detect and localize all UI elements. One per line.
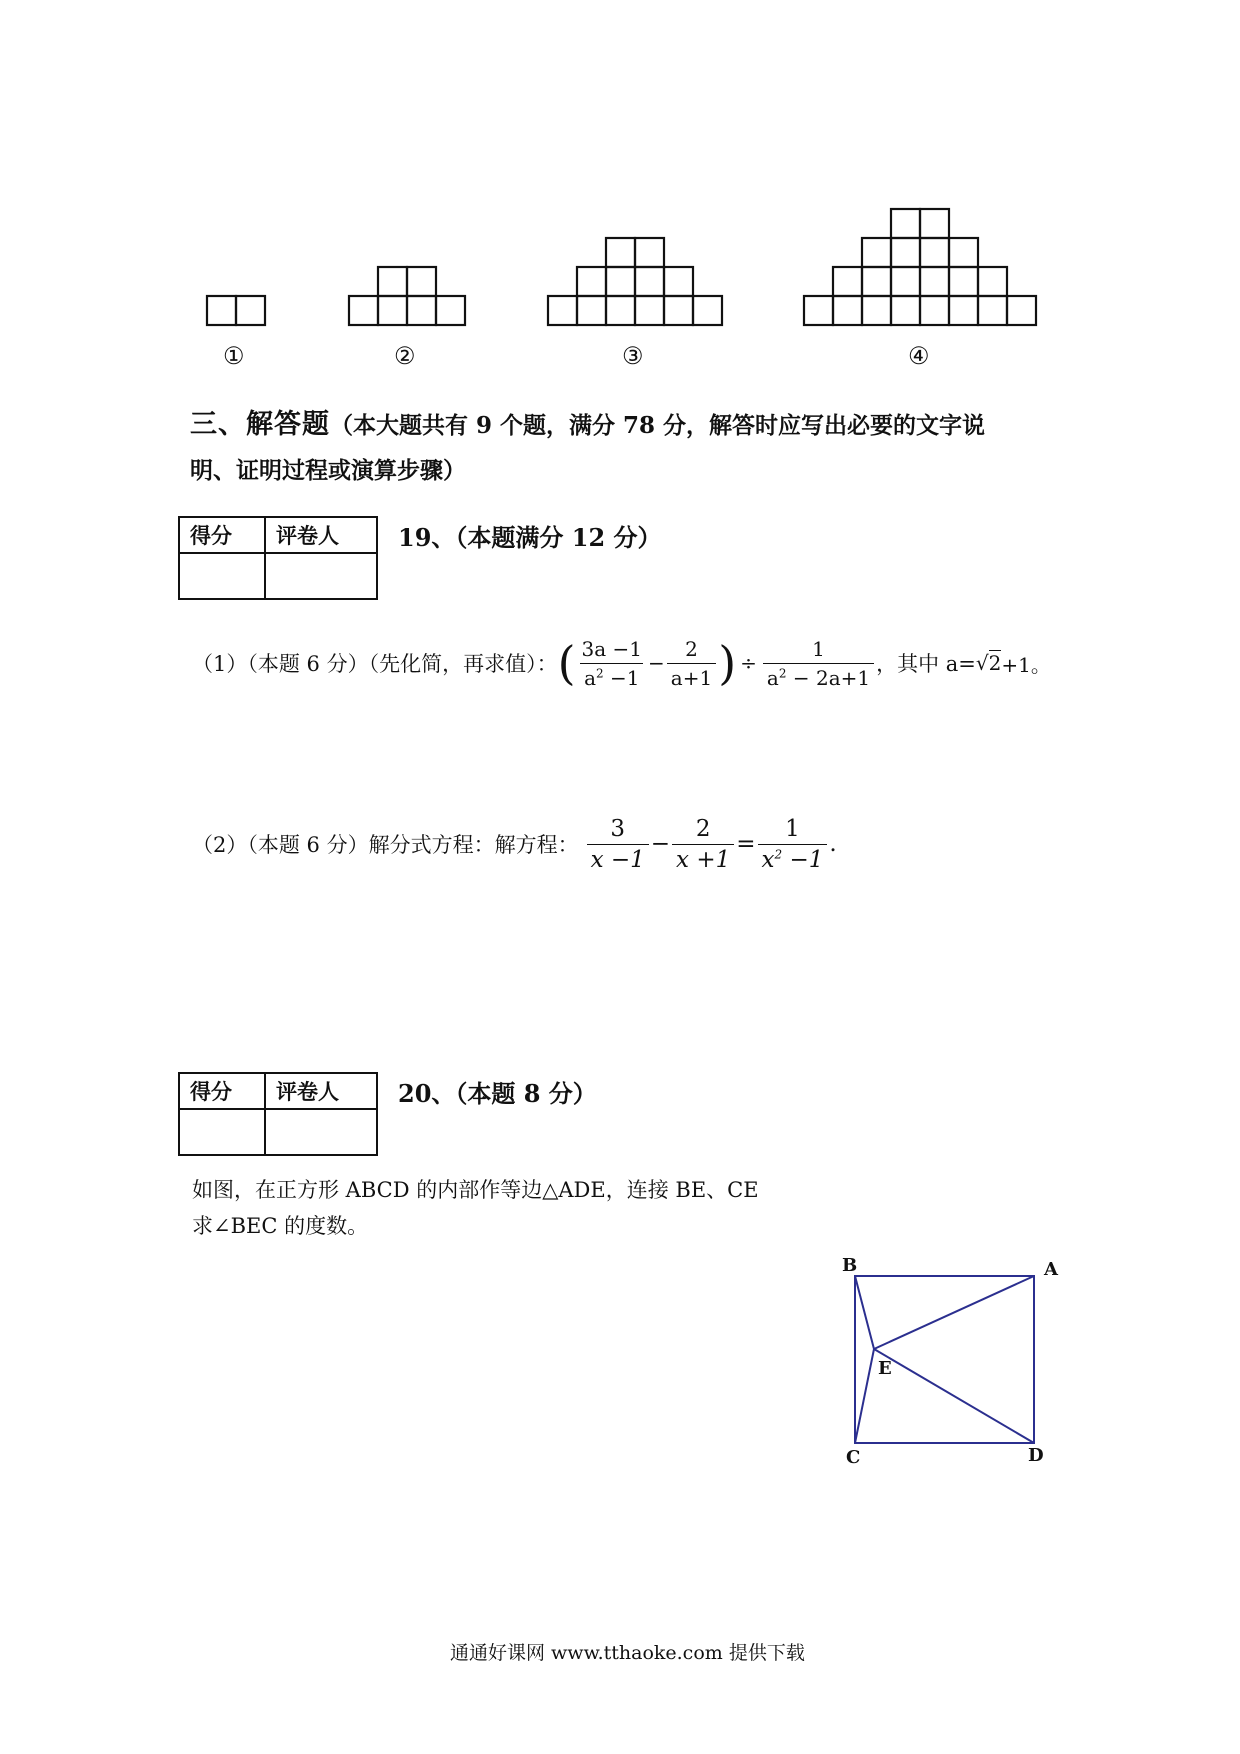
label-b: B (842, 1255, 858, 1276)
q20-line2: 求∠BEC 的度数。 (192, 1214, 369, 1238)
q19-title: 19、（本题满分 12 分） (398, 523, 662, 552)
q19-eq-frac2: $\frac{2}{x +1}$ (672, 816, 734, 873)
figure-label-4: ④ (908, 342, 930, 370)
figure-label-2: ② (394, 342, 416, 370)
section-desc-line2: 明、证明过程或演算步骤） (190, 457, 466, 484)
q19-frac2: $\frac{2}{a+1}$ (667, 637, 716, 690)
score-header: 得分 (179, 517, 265, 553)
block-pattern-figures (0, 0, 1240, 400)
label-e: E (878, 1358, 892, 1379)
figure-2 (349, 267, 465, 325)
q20-line1: 如图，在正方形 ABCD 的内部作等边△ADE，连接 BE、CE (192, 1178, 759, 1202)
score-cell (179, 1109, 265, 1155)
grader-cell (265, 553, 377, 599)
right-paren: ) (718, 636, 737, 690)
grader-header: 评卷人 (265, 517, 377, 553)
q19-part1: （1）（本题 6 分）（先化简，再求值）： ( $\frac{3a -1}{a^2 -1}$ − $\frac{2}{a+1}$ ) ÷ $\frac{1}{a^2 - 2a+1}$ ，其中 a= √2 +1。 (192, 636, 1051, 690)
section-desc-line1: （本大题共有 9 个题，满分 78 分，解答时应写出必要的文字说 (330, 412, 986, 439)
label-c: C (846, 1447, 861, 1468)
label-a: A (1044, 1259, 1058, 1280)
grader-header: 评卷人 (265, 1073, 377, 1109)
segment-ae (874, 1276, 1034, 1349)
sqrt-symbol: √2 (975, 651, 1002, 675)
score-cell (179, 553, 265, 599)
segment-de (874, 1349, 1034, 1443)
q19-frac3: $\frac{1}{a^2 - 2a+1}$ (763, 637, 874, 690)
score-table-20 (178, 1072, 378, 1156)
score-header: 得分 (179, 1073, 265, 1109)
figure-label-3: ③ (622, 342, 644, 370)
grader-cell (265, 1109, 377, 1155)
q19-eq-frac3: $\frac{1}{x^2 -1}$ (758, 816, 828, 873)
q19-frac1: $\frac{3a -1}{a^2 -1}$ (581, 636, 643, 690)
figure-1 (207, 296, 265, 325)
q20-title: 20、（本题 8 分） (398, 1079, 597, 1108)
label-d: D (1028, 1445, 1044, 1466)
figure-4 (804, 209, 1036, 325)
figure-3 (548, 238, 722, 325)
score-table-19 (178, 516, 378, 600)
q19-part2-label: （2）（本题 6 分）解分式方程：解方程： (192, 833, 579, 857)
footer-text: 通通好课网 www.tthaoke.com 提供下载 (450, 1642, 805, 1664)
q19-part2: （2）（本题 6 分）解分式方程：解方程： $\frac{3}{x -1}$ − $\frac{2}{x +1}$ = $\frac{1}{x^2 -1}$ . (192, 815, 837, 873)
segment-ce (855, 1349, 874, 1443)
segment-be (855, 1276, 874, 1349)
q19-eq-frac1: $\frac{3}{x -1}$ (587, 816, 649, 873)
square-geometry-figure (830, 1250, 1058, 1468)
section-title: 三、解答题 (190, 409, 330, 440)
q19-part1-label: （1）（本题 6 分）（先化简，再求值）： (192, 652, 558, 676)
section-heading (190, 402, 985, 441)
figure-label-1: ① (223, 342, 245, 370)
left-paren: ( (557, 636, 576, 690)
